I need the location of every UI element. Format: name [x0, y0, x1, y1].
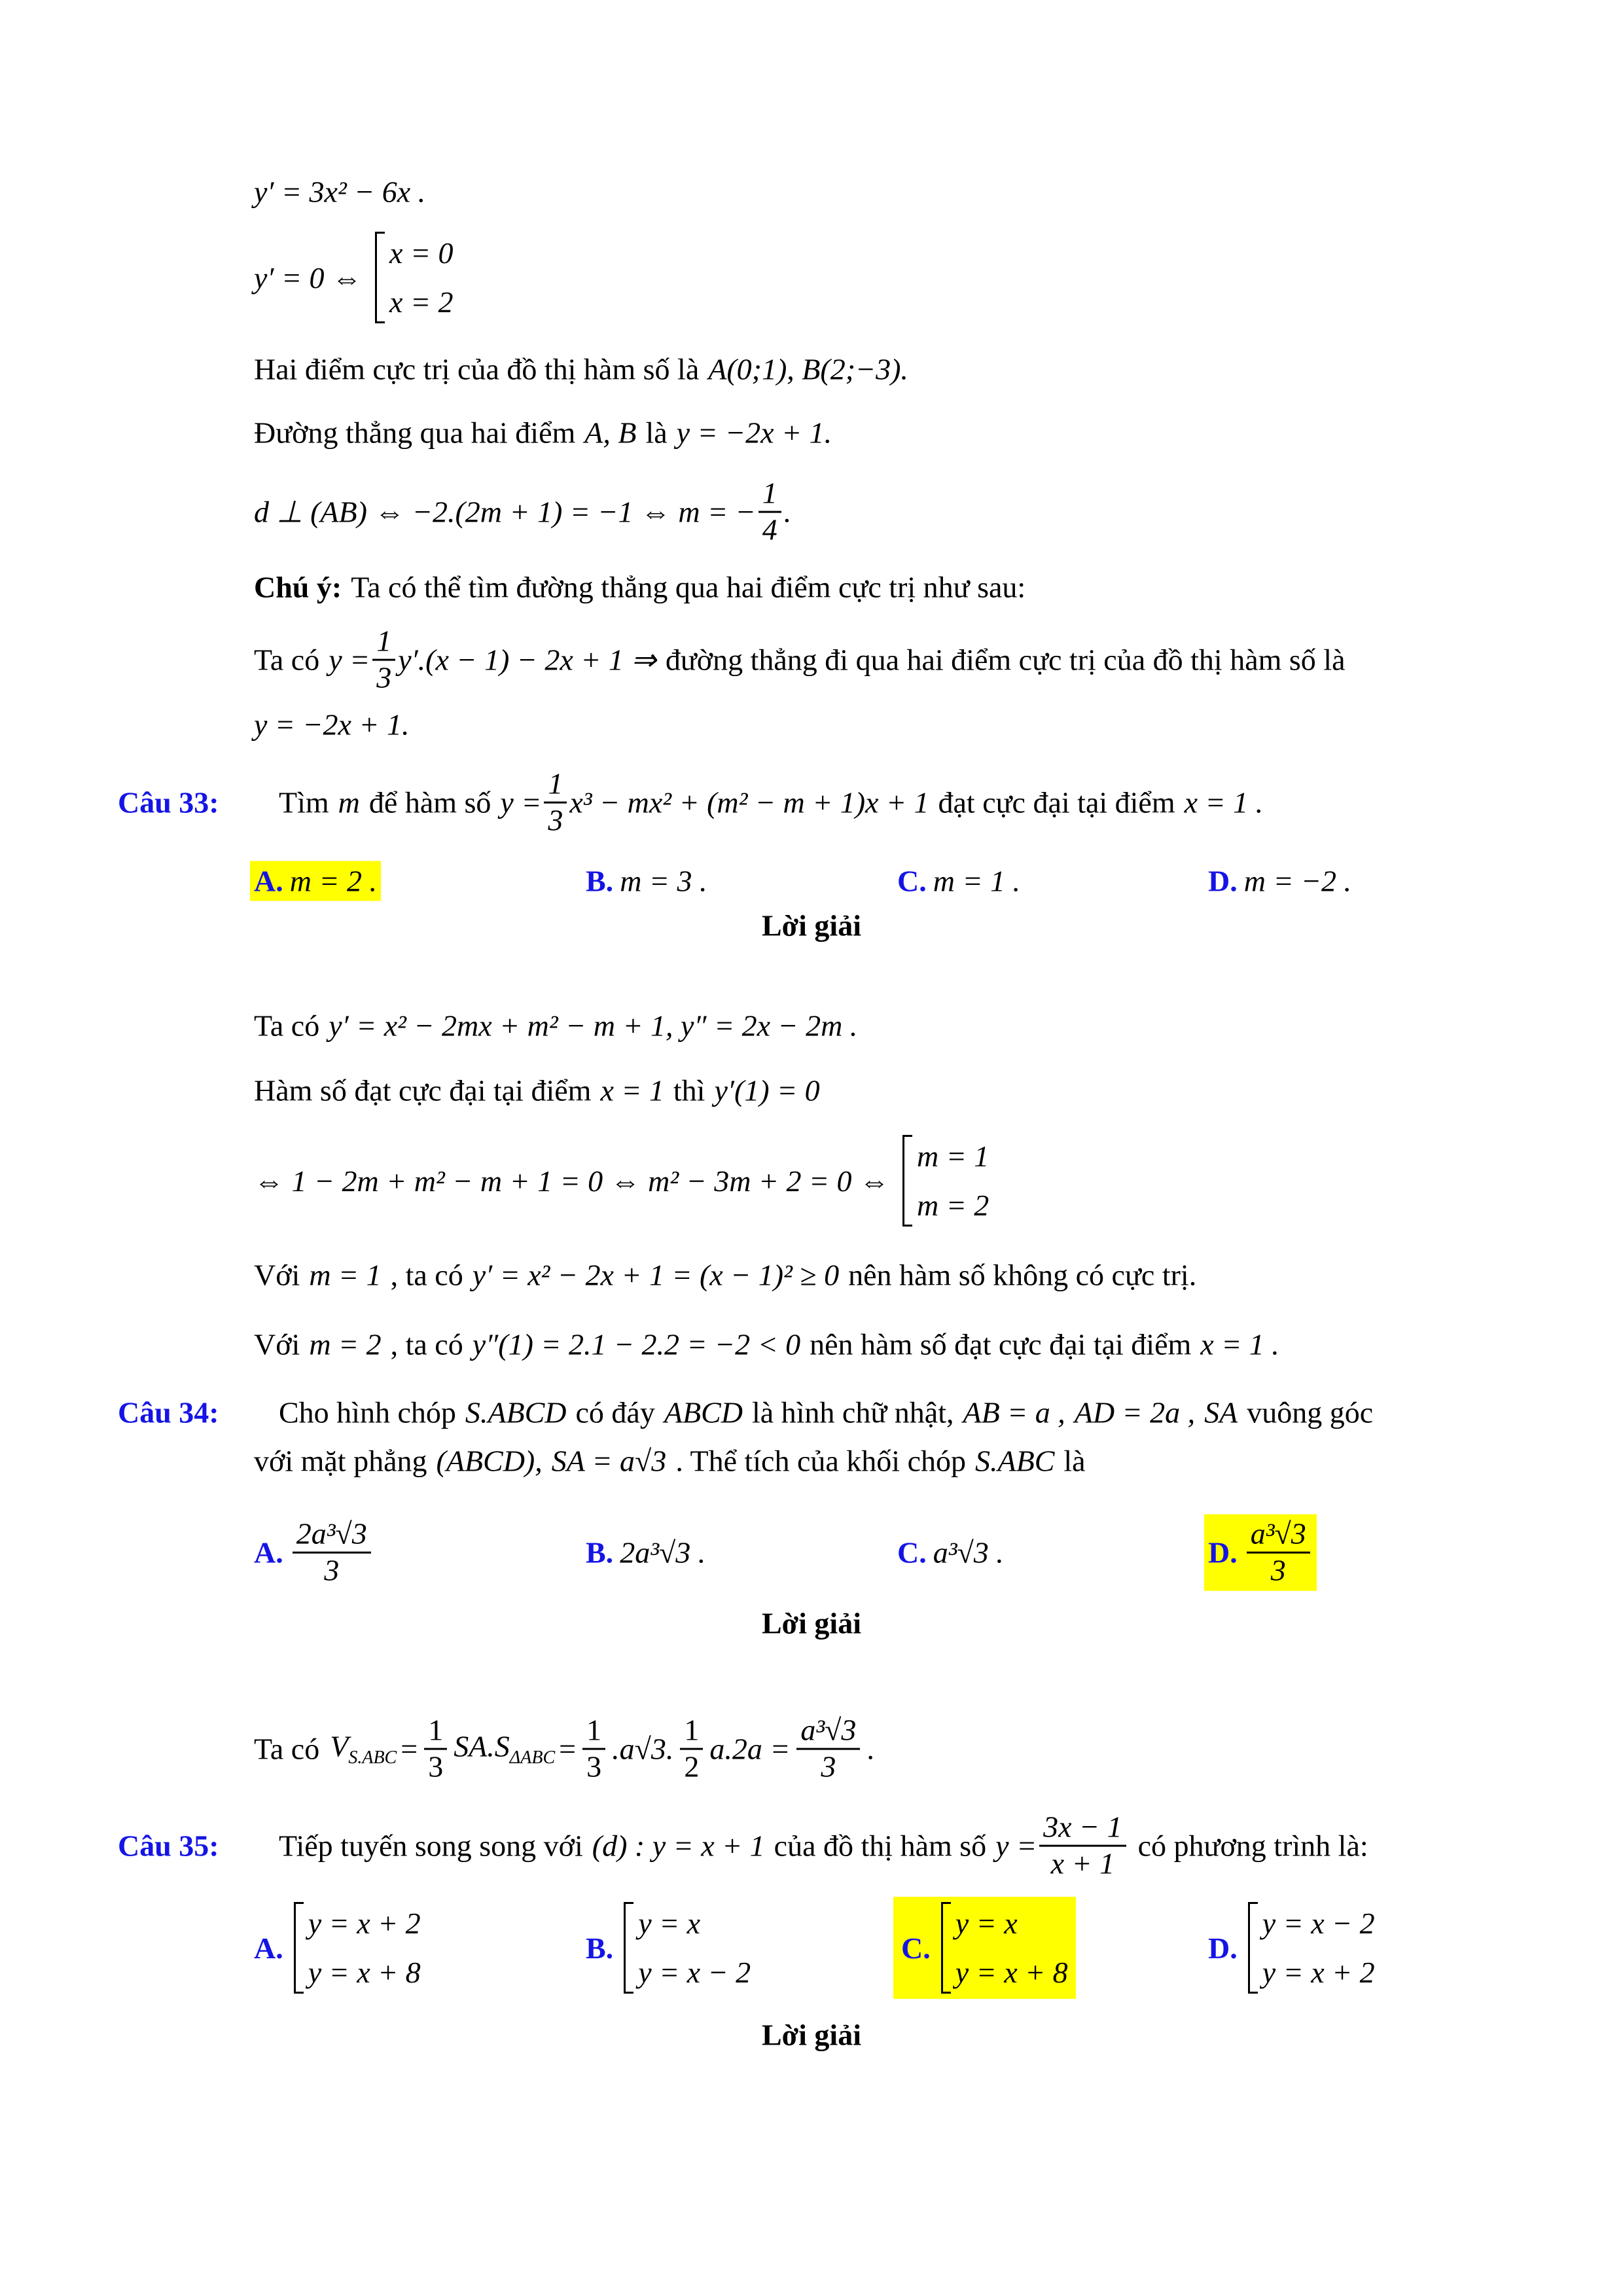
- option-letter: C.: [897, 864, 927, 898]
- text: đạt cực đại tại điểm: [938, 785, 1175, 819]
- equation-line: y = −2x + 1.: [254, 708, 410, 742]
- equation-line: [254, 1139, 989, 1223]
- math: y′ = 0 ⇔: [254, 260, 363, 295]
- text-line: [254, 1258, 1196, 1293]
- equation-volume: [254, 1713, 874, 1785]
- option-letter: B.: [586, 1535, 614, 1570]
- case: y = x − 2: [638, 1956, 751, 1989]
- math: (d) : y = x + 1: [592, 1829, 765, 1863]
- cases-bracket: [941, 1906, 1068, 1990]
- denominator: 3: [586, 1749, 602, 1784]
- cases-bracket: [902, 1139, 989, 1223]
- fraction: [796, 1713, 860, 1785]
- case: y = x: [638, 1907, 701, 1940]
- denominator: 4: [762, 512, 777, 547]
- option-b[interactable]: [582, 1533, 709, 1573]
- option-letter: D.: [1208, 1931, 1238, 1965]
- numerator: 1: [372, 624, 395, 661]
- text-line: [254, 352, 908, 387]
- option-letter: A.: [254, 864, 283, 898]
- math: [995, 1810, 1128, 1882]
- math: y′ = x² − 2x + 1 = (x − 1)² ≥ 0: [472, 1258, 840, 1292]
- text: . Thể tích của khối chóp: [675, 1444, 967, 1478]
- text: Với: [254, 1258, 300, 1292]
- numerator: 1: [758, 476, 781, 513]
- case: y = x + 2: [308, 1907, 421, 1940]
- case: y = x + 8: [308, 1956, 421, 1989]
- solution-title: Lời giải: [762, 2018, 861, 2052]
- denominator: 3: [1270, 1553, 1286, 1587]
- math: x = 1 .: [1184, 785, 1264, 819]
- option-a[interactable]: [250, 1903, 425, 1992]
- math: AB = a ,: [963, 1395, 1065, 1429]
- text-line: [254, 1009, 857, 1043]
- text: nên hàm số không có cực trị.: [848, 1258, 1197, 1292]
- text: Ta có: [254, 643, 320, 677]
- option-letter: B.: [586, 864, 614, 898]
- cases-bracket: [375, 236, 453, 319]
- option-value: m = −2 .: [1243, 864, 1352, 898]
- text: để hàm số: [368, 785, 491, 819]
- numerator: a³√3: [796, 1713, 860, 1750]
- math: [329, 624, 656, 696]
- math: AD = 2a ,: [1074, 1395, 1196, 1429]
- math: x³ − mx² + (m² − m + 1)x + 1: [569, 785, 929, 819]
- option-d[interactable]: [1204, 861, 1355, 901]
- option-value: 2a³√3 .: [620, 1535, 706, 1570]
- math: .: [866, 1732, 874, 1766]
- fraction: [1247, 1517, 1310, 1588]
- option-c[interactable]: [893, 861, 1024, 901]
- fraction: [544, 767, 567, 838]
- numerator: 1: [582, 1713, 605, 1750]
- text: vuông góc: [1247, 1395, 1374, 1429]
- note-line: [254, 570, 1026, 605]
- solution-title: Lời giải: [762, 908, 861, 942]
- math: =: [559, 1732, 577, 1766]
- note-label: Chú ý:: [254, 570, 342, 604]
- fraction: [680, 1713, 703, 1785]
- text-line: [254, 1073, 820, 1108]
- numerator: a³√3: [1247, 1517, 1310, 1554]
- question-text-continued: [254, 1444, 1086, 1479]
- cases-bracket: [294, 1906, 421, 1990]
- option-b[interactable]: [582, 1903, 755, 1992]
- denominator: 3: [324, 1553, 340, 1587]
- math: y =: [995, 1829, 1037, 1863]
- question-text: [279, 1810, 1368, 1882]
- case: y = x: [955, 1907, 1018, 1940]
- math: A(0;1), B(2;−3).: [708, 352, 908, 386]
- fraction: [293, 1517, 371, 1588]
- denominator: 2: [684, 1749, 700, 1784]
- fraction: [582, 1713, 605, 1785]
- math: SA: [1204, 1395, 1238, 1429]
- numerator: 2a³√3: [293, 1517, 371, 1554]
- text: Ta có thể tìm đường thẳng qua hai điểm cực trị như sau:: [351, 570, 1026, 604]
- denominator: 3: [376, 660, 392, 694]
- math: ABCD: [664, 1395, 743, 1429]
- text: thì: [673, 1073, 705, 1107]
- option-c[interactable]: [893, 1897, 1076, 1999]
- option-letter: C.: [901, 1931, 931, 1965]
- math: d ⊥ (AB) ⇔ −2.(2m + 1) = −1 ⇔ m = −: [254, 495, 756, 529]
- text: Ta có: [254, 1732, 320, 1766]
- option-value: m = 3 .: [620, 864, 707, 898]
- text: là: [645, 416, 668, 450]
- option-letter: A.: [254, 1931, 283, 1965]
- option-letter: B.: [586, 1931, 614, 1965]
- math: m = 1: [309, 1258, 382, 1292]
- option-d[interactable]: [1204, 1515, 1317, 1591]
- text-line: [254, 624, 1346, 696]
- text: Đường thẳng qua hai điểm: [254, 416, 576, 450]
- text: , ta có: [390, 1327, 463, 1361]
- equation-derivative: y′ = 3x² − 6x .: [254, 175, 426, 209]
- math: [454, 1729, 555, 1768]
- math: y = −2x + 1.: [676, 416, 832, 450]
- option-letter: D.: [1208, 864, 1238, 898]
- math: y =: [329, 643, 370, 677]
- math: y =: [500, 785, 542, 819]
- math: y′ = x² − 2mx + m² − m + 1, y″ = 2x − 2m .: [329, 1009, 858, 1043]
- text: Ta có: [254, 1009, 320, 1043]
- math: m = 2: [309, 1327, 382, 1361]
- numerator: 1: [544, 767, 567, 804]
- equation-perpendicular: [254, 476, 791, 548]
- text: có phương trình là:: [1137, 1829, 1368, 1863]
- solution-title: Lời giải: [762, 1606, 861, 1640]
- math: [500, 767, 929, 838]
- math: SA = a√3: [551, 1444, 667, 1478]
- question-label: Câu 33:: [118, 785, 219, 819]
- numerator: 1: [424, 1713, 447, 1750]
- math: SA.S: [454, 1729, 510, 1763]
- fraction: [372, 624, 395, 696]
- math: .: [783, 495, 792, 529]
- text: là: [1063, 1444, 1086, 1478]
- fraction: [758, 476, 781, 548]
- math: x = 1 .: [1200, 1327, 1279, 1361]
- case: y = x + 2: [1262, 1956, 1375, 1989]
- cases-bracket: [1248, 1906, 1375, 1990]
- text-line: [254, 1327, 1279, 1362]
- option-a[interactable]: [250, 1515, 378, 1591]
- math: S.ABC: [975, 1444, 1055, 1478]
- option-letter: A.: [254, 1535, 283, 1570]
- math: m: [338, 785, 360, 819]
- math: S.ABCD: [465, 1395, 567, 1429]
- text: Hàm số đạt cực đại tại điểm: [254, 1073, 592, 1107]
- case: x = 2: [389, 285, 454, 319]
- math: .a√3.: [612, 1732, 674, 1766]
- case: y = x − 2: [1262, 1907, 1375, 1940]
- text: Hai điểm cực trị của đồ thị hàm số là: [254, 352, 700, 386]
- case: y = x + 8: [955, 1956, 1068, 1989]
- denominator: x + 1: [1050, 1846, 1115, 1880]
- cases-bracket: [624, 1906, 751, 1990]
- text: Cho hình chóp: [279, 1395, 456, 1429]
- text: với mặt phẳng: [254, 1444, 427, 1478]
- text: , ta có: [390, 1258, 463, 1292]
- math: A, B: [584, 416, 637, 450]
- fraction: [1039, 1810, 1126, 1882]
- text-line: [254, 416, 832, 450]
- fraction: [424, 1713, 447, 1785]
- option-value: a³√3 .: [933, 1535, 1004, 1570]
- math: y′.(x − 1) − 2x + 1 ⇒: [398, 643, 656, 677]
- option-letter: D.: [1208, 1535, 1238, 1570]
- text: Với: [254, 1327, 300, 1361]
- option-b[interactable]: [582, 861, 711, 901]
- option-letter: C.: [897, 1535, 927, 1570]
- text: là hình chữ nhật,: [751, 1395, 954, 1429]
- math: =: [401, 1732, 418, 1766]
- text: Tiếp tuyến song song với: [279, 1829, 583, 1863]
- case: m = 2: [917, 1189, 990, 1222]
- math: a.2a =: [709, 1732, 791, 1766]
- numerator: 3x − 1: [1039, 1810, 1126, 1847]
- text: nên hàm số đạt cực đại tại điểm: [810, 1327, 1192, 1361]
- option-a[interactable]: [250, 861, 381, 901]
- math: x = 1: [600, 1073, 664, 1107]
- math: y″(1) = 2.1 − 2.2 = −2 < 0: [472, 1327, 801, 1361]
- question-text: [279, 1395, 1373, 1430]
- text: của đồ thị hàm số: [774, 1829, 987, 1863]
- text: đường thẳng đi qua hai điểm cực trị của đồ thị hàm số là: [665, 643, 1346, 677]
- denominator: 3: [548, 803, 563, 837]
- question-label: Câu 34:: [118, 1395, 219, 1429]
- option-d[interactable]: [1204, 1903, 1379, 1992]
- subscript: S.ABC: [348, 1748, 397, 1768]
- subscript: ΔABC: [509, 1748, 556, 1768]
- math: ⇔ 1 − 2m + m² − m + 1 = 0 ⇔ m² − 3m + 2 = 0 ⇔: [254, 1164, 890, 1198]
- case: m = 1: [917, 1139, 990, 1173]
- question-label: Câu 35:: [118, 1829, 219, 1863]
- denominator: 3: [821, 1749, 836, 1784]
- option-value: m = 1 .: [933, 864, 1020, 898]
- question-text: [279, 767, 1263, 838]
- volume-symbol: V: [330, 1729, 349, 1763]
- math: (ABCD),: [436, 1444, 543, 1478]
- denominator: 3: [428, 1749, 444, 1784]
- text: Tìm: [279, 785, 329, 819]
- math: y′(1) = 0: [714, 1073, 820, 1107]
- case: x = 0: [389, 236, 454, 270]
- math: [330, 1729, 397, 1768]
- option-c[interactable]: [893, 1533, 1008, 1573]
- option-value: m = 2 .: [289, 864, 377, 898]
- numerator: 1: [680, 1713, 703, 1750]
- equation-critical-points: [254, 236, 454, 319]
- text: có đáy: [575, 1395, 655, 1429]
